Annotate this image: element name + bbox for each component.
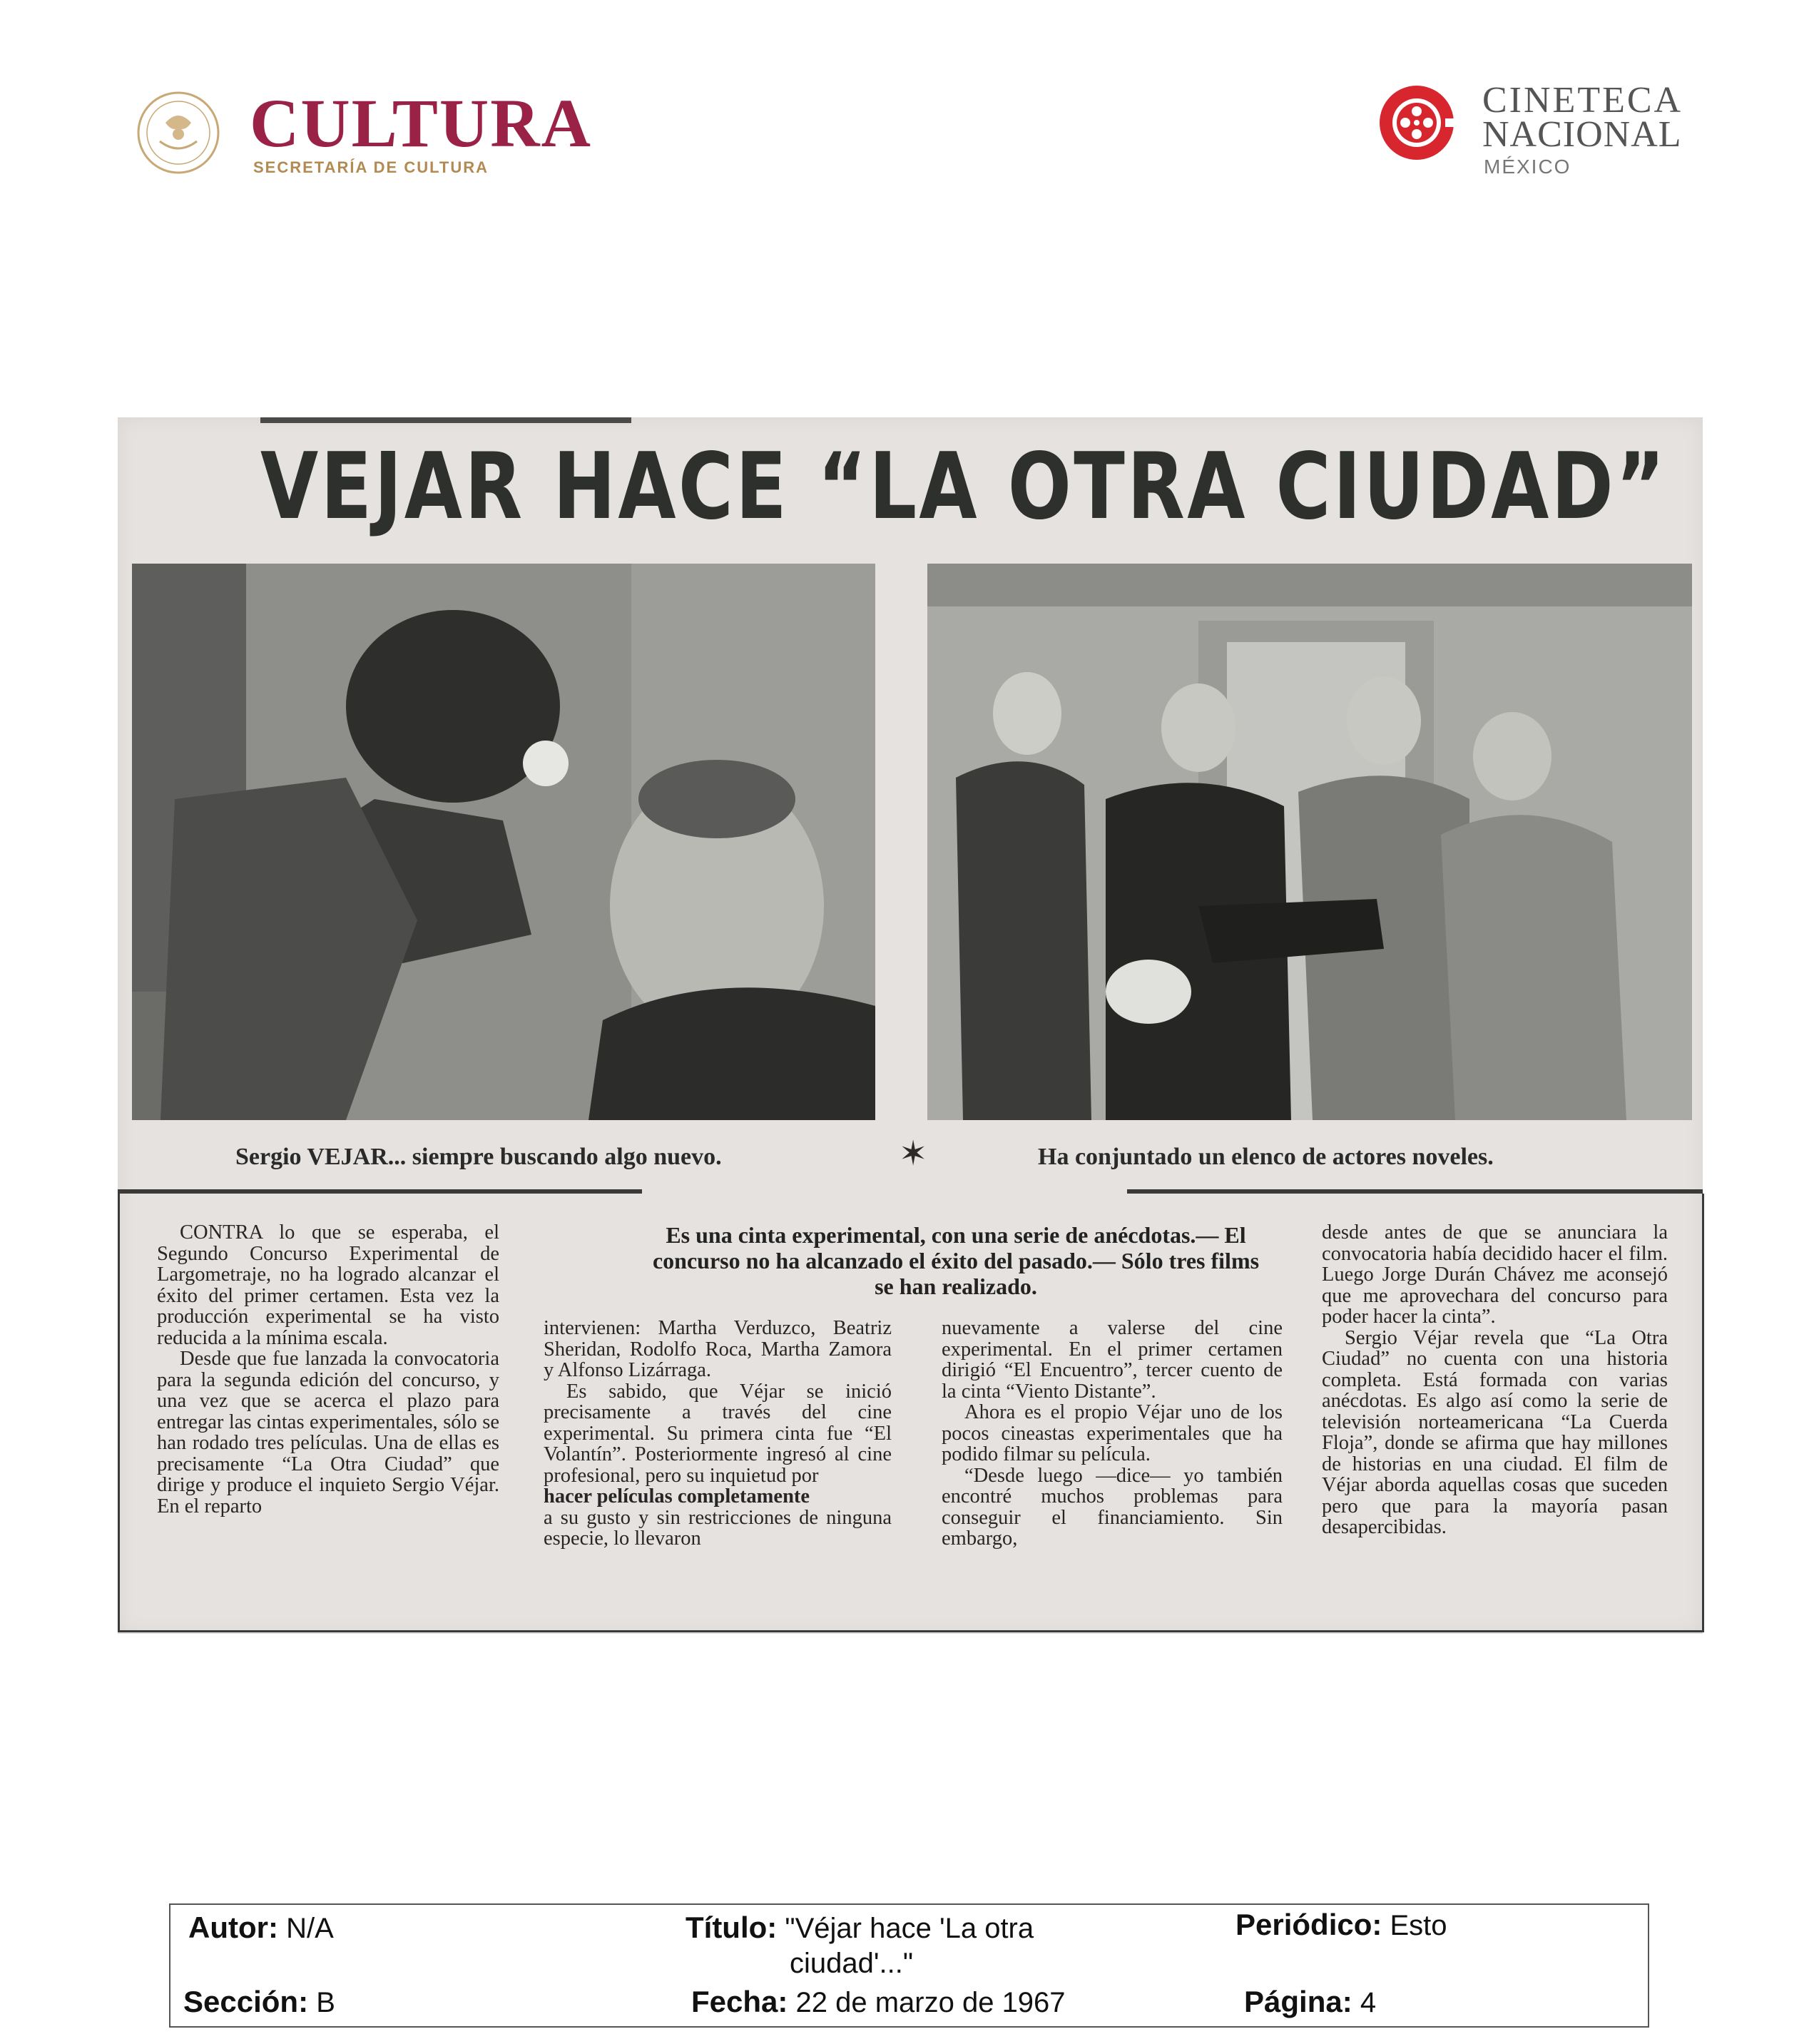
paragraph: intervienen: Martha Verduzco, Beatriz Sheridan, Rodolfo Roca, Martha Zamora y Alfonso Lizárraga. xyxy=(544,1317,892,1381)
periodico-value: Esto xyxy=(1390,1910,1447,1941)
cultura-subtitle: SECRETARÍA DE CULTURA xyxy=(253,158,489,176)
cultura-wordmark: CULTURA xyxy=(250,85,592,161)
autor-value: N/A xyxy=(286,1913,334,1944)
photo-cameraman xyxy=(132,564,875,1120)
autor-label: Autor: xyxy=(188,1911,278,1944)
seccion-field xyxy=(183,1985,335,2019)
headline: VEJAR HACE “LA OTRA CIUDAD” xyxy=(260,434,1668,540)
paragraph: a su gusto y sin restricciones de ninguna especie, lo llevaron xyxy=(544,1506,892,1550)
paragraph: nuevamente a valerse del cine experimental. En el primer certamen dirigió “El Encuentro”, tercer cuento de la cinta “Viento Distante”. xyxy=(942,1317,1283,1403)
photo-actors-group xyxy=(927,564,1692,1120)
star-icon: ✶ xyxy=(899,1135,928,1173)
paragraph: Desde que fue lanzada la convocatoria para la segunda edición del concurso, y una vez que se acerca el plazo para entregar las cintas experimentales, sólo se han rodado tres películas. Una de ellas es precisamente “La Otra Ciudad” que dirige y produce el inquieto Sergio Véjar. En el reparto xyxy=(157,1348,499,1517)
cineteca-line1: CINETECA xyxy=(1482,80,1683,121)
mexico-seal-icon xyxy=(136,90,221,176)
paragraph: “Desde luego —dice— yo también encontré muchos problemas para conseguir el financiamiento. Sin embargo, xyxy=(942,1464,1283,1550)
paragraph: CONTRA lo que se esperaba, el Segundo Concurso Experimental de Largometraje, no ha logrado alcanzar el éxito del primer certamen. Esta vez la producción experimental se ha visto reducida a la mínima escala. xyxy=(157,1221,499,1349)
cineteca-line3: MÉXICO xyxy=(1484,156,1571,178)
article-column-3 xyxy=(942,1318,1283,1550)
fecha-label: Fecha: xyxy=(691,1985,788,2018)
titulo-value-line2: ciudad'..." xyxy=(790,1948,914,1979)
metadata-box xyxy=(169,1903,1649,2028)
pagina-label: Página: xyxy=(1244,1985,1352,2018)
pagina-value: 4 xyxy=(1360,1987,1377,2018)
titulo-value-line1: "Véjar hace 'La otra xyxy=(785,1913,1034,1944)
titulo-label: Título: xyxy=(686,1911,778,1944)
caption-right: Ha conjuntado un elenco de actores noveles. xyxy=(1038,1144,1494,1170)
fecha-field xyxy=(691,1985,1066,2019)
cultura-logo xyxy=(136,84,621,184)
newspaper-clipping xyxy=(118,417,1703,1634)
seccion-label: Sección: xyxy=(183,1985,309,2018)
article-deck: Es una cinta experimental, con una serie de anécdotas.— El concurso no ha alcanzado el éxito del pasado.— Sólo tres films se han realizado. xyxy=(652,1222,1260,1299)
article-column-2 xyxy=(544,1318,892,1550)
top-rule xyxy=(260,417,631,423)
article-column-1 xyxy=(157,1222,499,1517)
periodico-label: Periódico: xyxy=(1235,1908,1382,1941)
film-reel-icon xyxy=(1377,83,1457,163)
caption-left: Sergio VEJAR... siempre buscando algo nuevo. xyxy=(235,1144,722,1170)
paragraph: desde antes de que se anunciara la convocatoria había decidido hacer el film. Luego Jorge Durán Chávez me aconsejó que me aprovechara del concurso para poder hacer la cinta”. xyxy=(1322,1221,1668,1328)
periodico-field xyxy=(1235,1908,1447,1942)
cineteca-line2: NACIONAL xyxy=(1482,114,1682,155)
article-column-4 xyxy=(1322,1222,1668,1538)
paragraph: Ahora es el propio Véjar uno de los pocos cineastas experimentales que ha podido filmar su película. xyxy=(942,1401,1283,1465)
titulo-field xyxy=(686,1911,1034,1945)
cineteca-logo xyxy=(1377,80,1705,187)
fecha-value: 22 de marzo de 1967 xyxy=(795,1987,1066,2018)
paragraph-bold: hacer películas completamente xyxy=(544,1485,810,1507)
autor-field xyxy=(188,1911,334,1945)
pagina-field xyxy=(1244,1985,1376,2019)
paragraph: Es sabido, que Véjar se inició precisamente a través del cine experimental. Su primera cinta fue “El Volantín”. Posteriormente ingresó al cine profesional, pero su inquietud por xyxy=(544,1380,892,1487)
seccion-value: B xyxy=(316,1987,335,2018)
paragraph: Sergio Véjar revela que “La Otra Ciudad” no cuenta con una historia completa. Está formada con varias anécdotas. Es algo así como la serie de televisión norteamericana “La Cuerda Floja”, donde se afirma que hay millones de historias en una ciudad. El film de Véjar aborda aquellas cosas que suceden pero que para la mayoría pasan desapercibidas. xyxy=(1322,1326,1668,1538)
